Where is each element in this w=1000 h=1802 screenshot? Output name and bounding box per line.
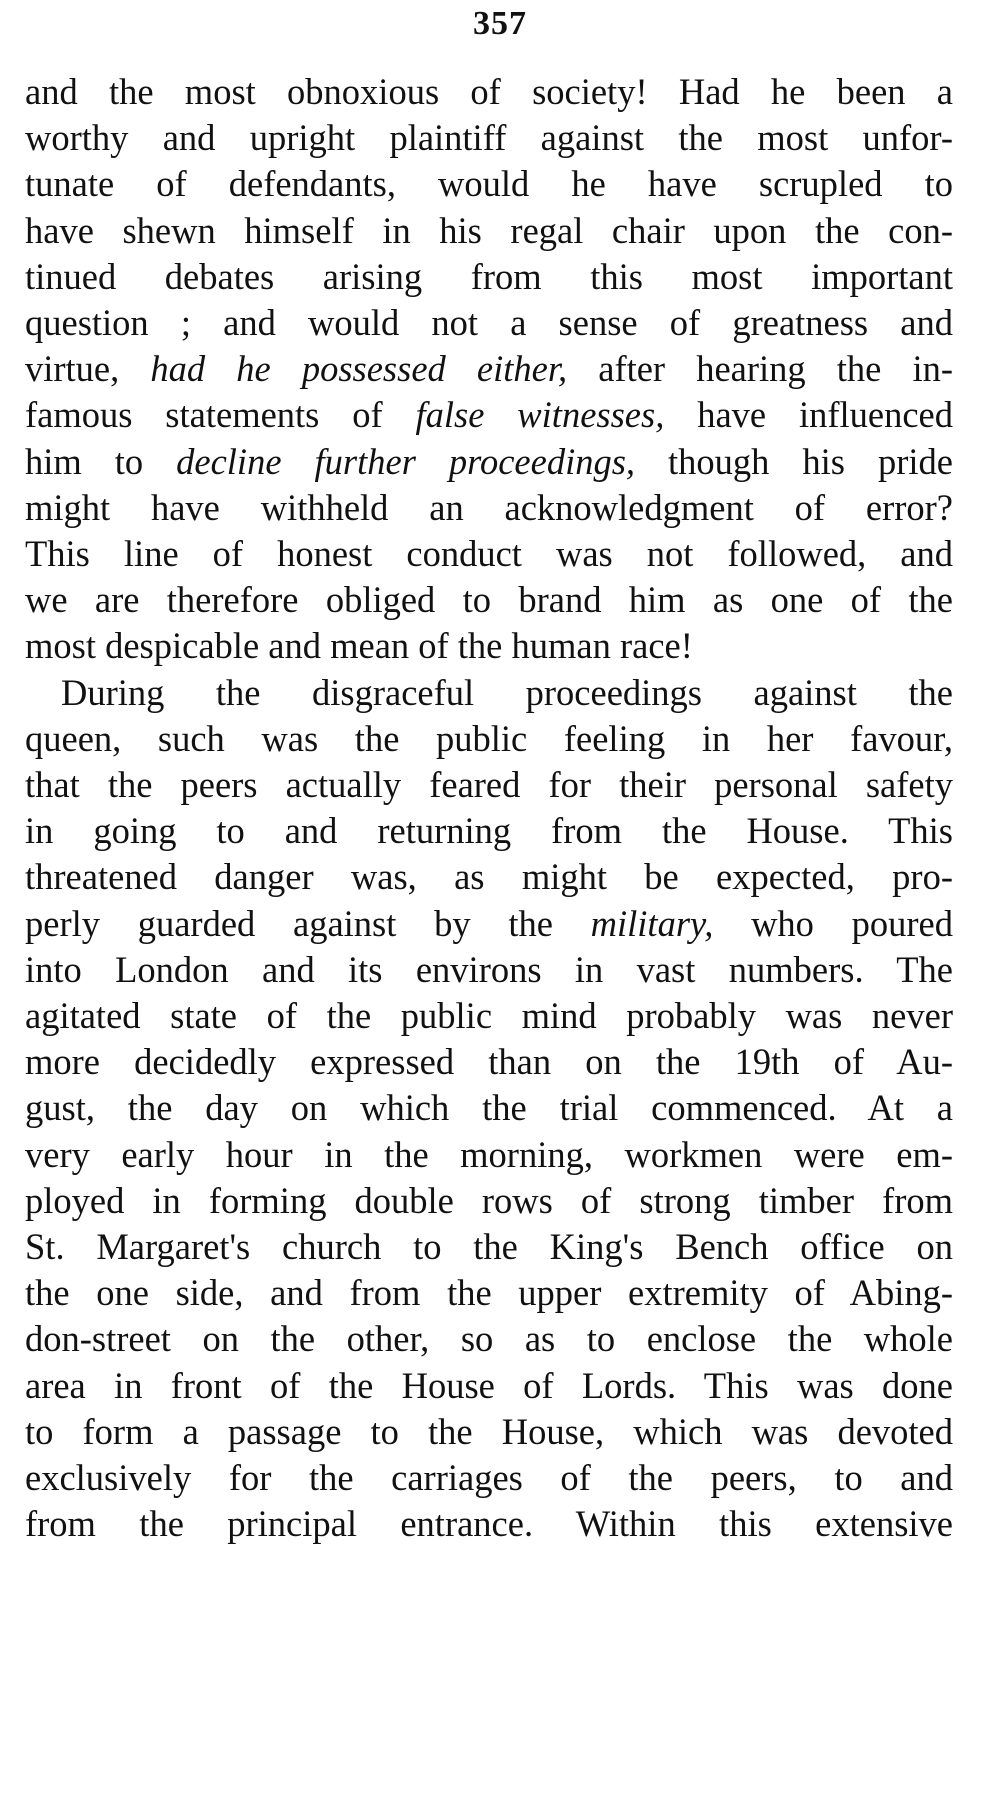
text-line (25, 1406, 953, 1458)
text-segment: virtue, (25, 348, 151, 390)
text-segment: gust, the day on which the trial commenced. At a (25, 1087, 953, 1129)
text-segment: very early hour in the morning, workmen were em- (25, 1133, 953, 1175)
text-line (25, 1036, 953, 1088)
text-line (25, 713, 953, 765)
italic-text: had he possessed either, (150, 348, 568, 390)
text-line (25, 66, 953, 118)
text-line (25, 851, 953, 903)
text-line (25, 1267, 953, 1319)
text-line (25, 251, 953, 303)
italic-text: decline further proceedings, (176, 440, 636, 482)
text-segment: St. Margaret's church to the King's Bench office on (25, 1226, 953, 1267)
italic-text: military, (590, 902, 714, 944)
text-line (25, 1221, 953, 1273)
text-line (25, 158, 953, 210)
text-segment: into London and its environs in vast numbers. The (25, 948, 953, 990)
text-line (25, 759, 953, 811)
text-line (25, 1452, 953, 1504)
text-line (25, 944, 953, 996)
page-number: 357 (473, 5, 527, 42)
text-line (25, 205, 953, 257)
text-line (25, 574, 953, 626)
text-line (25, 528, 953, 580)
text-segment: him to (25, 440, 177, 482)
text-segment: tinued debates arising from this most important (25, 255, 953, 297)
text-segment: ployed in forming double rows of strong timber from (25, 1179, 953, 1221)
text-segment: and the most obnoxious of society! Had he been a (25, 71, 953, 112)
text-line (25, 1360, 953, 1412)
text-line (25, 1082, 953, 1134)
text-segment: have shewn himself in his regal chair upon the con- (25, 209, 953, 251)
text-segment: have influenced (664, 394, 953, 436)
text-line (25, 1175, 953, 1227)
text-segment: queen, such was the public feeling in her favour, (25, 717, 953, 759)
text-line (25, 1498, 953, 1550)
text-segment: most despicable and mean of the human race! (25, 625, 693, 667)
text-segment: don-street on the other, so as to enclose the whole (25, 1318, 953, 1360)
text-line (25, 620, 953, 672)
text-line (25, 805, 953, 857)
text-line (25, 436, 953, 488)
text-segment: after hearing the in- (567, 348, 954, 390)
text-segment: we are therefore obliged to brand him as one of the (25, 579, 953, 621)
text-line (25, 482, 953, 534)
italic-text: false witnesses, (415, 394, 665, 436)
text-segment: perly guarded against by the (25, 902, 591, 944)
text-segment: famous statements of (25, 394, 416, 436)
text-segment: worthy and upright plaintiff against the most unfor- (25, 117, 953, 159)
text-line (25, 1129, 953, 1181)
text-line (25, 1313, 953, 1365)
text-line (25, 343, 953, 395)
text-segment: to form a passage to the House, which was devoted (25, 1410, 953, 1452)
text-segment: more decidedly expressed than on the 19th of Au- (25, 1041, 953, 1083)
text-line (25, 297, 953, 349)
text-segment: the one side, and from the upper extremity of Abing- (25, 1272, 953, 1314)
text-segment: exclusively for the carriages of the peers, to and (25, 1457, 953, 1498)
text-line (25, 990, 953, 1042)
text-line (25, 898, 953, 950)
text-segment: tunate of defendants, would he have scrupled to (25, 163, 953, 205)
text-line (25, 389, 953, 441)
text-segment: area in front of the House of Lords. This was done (25, 1364, 953, 1406)
text-segment: threatened danger was, as might be expected, pro- (25, 856, 953, 898)
text-segment: question ; and would not a sense of greatness and (25, 302, 953, 343)
text-segment: that the peers actually feared for their personal safety (25, 764, 953, 805)
text-segment: agitated state of the public mind probably was never (25, 995, 953, 1036)
text-segment: though his pride (635, 440, 953, 482)
text-line (25, 112, 953, 164)
text-segment: from the principal entrance. Within this extensive (25, 1503, 953, 1545)
text-segment: in going to and returning from the House. This (25, 810, 953, 852)
text-segment: might have withheld an acknowledgment of error? (25, 486, 953, 528)
text-segment: During the disgraceful proceedings against the (61, 671, 953, 713)
text-segment: This line of honest conduct was not followed, and (25, 533, 953, 574)
text-segment: who poured (713, 902, 954, 944)
text-line (61, 667, 953, 719)
